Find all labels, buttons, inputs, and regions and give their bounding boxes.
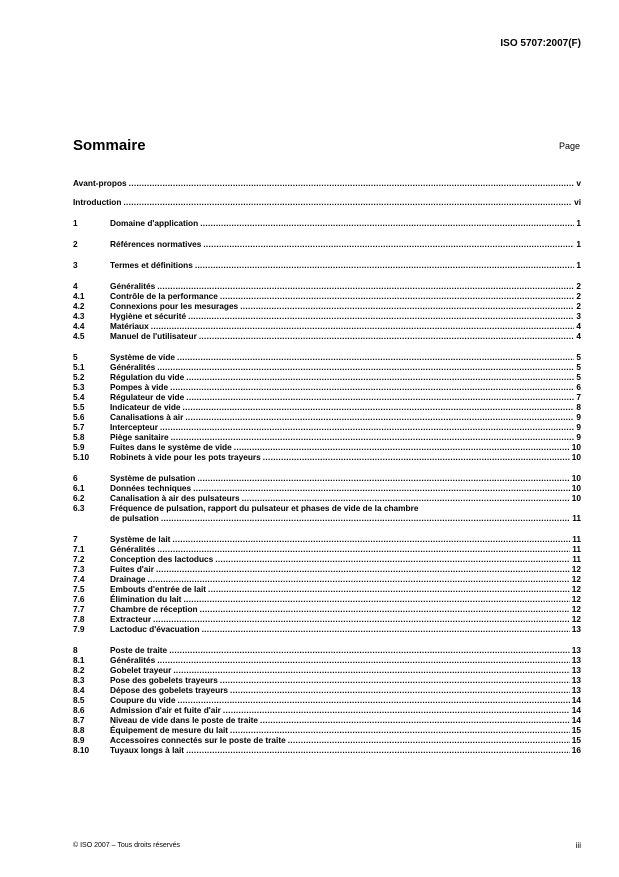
toc-entry-label: Contrôle de la performance [110,290,218,301]
toc-entry-page: 2 [576,290,581,301]
toc-entry-label: Matériaux [110,320,149,331]
table-of-contents [73,178,581,755]
toc-entry-number: 5.2 [73,371,85,382]
toc-entry-number: 4.4 [73,320,85,331]
toc-entry-number: 7 [73,533,78,544]
dot-leader [170,382,574,392]
toc-entry-page: 9 [576,411,581,422]
toc-entry-label: Élimination du lait [110,593,182,604]
toc-entry-label: Indicateur de vide [110,401,181,412]
toc-entry-page: 5 [576,371,581,382]
dot-leader [177,352,574,362]
toc-entry-page: 6 [576,381,581,392]
toc-entry-label: Drainage [110,573,146,584]
toc-entry-label: Conception des lactoducs [110,553,214,564]
toc-entry-page: 12 [571,573,581,584]
dot-leader [153,614,570,624]
toc-entry-page: 11 [572,533,581,544]
toc-entry-page: 3 [576,310,581,321]
toc-entry-label: Niveau de vide dans le poste de traite [110,714,259,725]
toc-entry-page: 10 [571,472,581,483]
toc-entry-label: Système de pulsation [110,472,196,483]
toc-entry[interactable] [73,715,581,725]
toc-entry-label: Robinets à vide pour les pots trayeurs [110,451,261,462]
toc-entry-number: 6.3 [73,502,85,513]
toc-entry[interactable] [73,604,581,614]
toc-entry-number: 7.9 [73,623,85,634]
dot-leader [157,655,570,665]
toc-entry[interactable] [73,584,581,594]
toc-entry-number: 8.10 [73,744,90,755]
toc-entry-label: Lactoduc d'évacuation [110,623,200,634]
toc-entry-number: 5.10 [73,451,90,462]
toc-entry-number: 8.6 [73,704,85,715]
dot-leader [200,218,574,228]
toc-entry-label: Gobelet trayeur [110,664,172,675]
toc-entry-label: Manuel de l'utilisateur [110,330,197,341]
toc-entry-number: 8.4 [73,684,85,695]
toc-entry-label: Équipement de mesure du lait [110,724,229,735]
dot-leader [202,624,570,634]
toc-entry-label: Canalisations à air [110,411,184,422]
toc-entry-page: 11 [572,553,581,564]
toc-entry-page: 10 [571,441,581,452]
toc-entry-page: 13 [571,654,581,665]
toc-entry-number: 4.3 [73,310,85,321]
dot-leader [171,432,575,442]
toc-entry-number: 6 [73,472,78,483]
toc-entry-page: 8 [576,401,581,412]
toc-entry[interactable] [73,239,581,249]
toc-entry-page: 4 [576,330,581,341]
dot-leader [156,564,570,574]
toc-entry-page: 10 [571,451,581,462]
toc-entry[interactable] [73,745,581,755]
toc-entry-number: 4.5 [73,330,85,341]
dot-leader [161,513,570,523]
toc-entry-number: 1 [73,217,78,228]
toc-entry-label: Généralités [110,654,156,665]
toc-entry-page: 9 [576,431,581,442]
dot-leader [169,645,570,655]
toc-entry[interactable] [73,665,581,675]
page-number: iii [575,841,581,850]
toc-entry-label: Fuites d'air [110,563,154,574]
toc-entry-label: Connexions pour les mesurages [110,300,239,311]
toc-entry-number: 8 [73,644,78,655]
dot-leader [288,735,570,745]
toc-entry-page: 15 [571,724,581,735]
toc-entry-page: 1 [576,238,581,249]
dot-leader [151,321,575,331]
toc-entry[interactable] [73,422,581,432]
toc-entry-page: 12 [571,613,581,624]
toc-entry-number: 5.7 [73,421,85,432]
toc-entry-label: Pose des gobelets trayeurs [110,674,218,685]
toc-entry-number: 2 [73,238,78,249]
toc-entry-page: 2 [576,300,581,311]
toc-entry-page: 10 [571,492,581,503]
toc-entry-label: Chambre de réception [110,603,198,614]
toc-entry-number: 8.1 [73,654,85,665]
toc-entry-number: 5.1 [73,361,85,372]
toc-entry[interactable] [73,544,581,554]
toc-entry[interactable] [73,564,581,574]
toc-entry[interactable] [73,412,581,422]
toc-entry[interactable] [73,554,581,564]
toc-entry[interactable] [73,473,581,483]
dot-leader [220,675,570,685]
toc-entry-page: 12 [571,593,581,604]
toc-entry-label: Piège sanitaire [110,431,169,442]
dot-leader [185,412,574,422]
toc-entry[interactable] [73,197,581,207]
toc-entry-number: 8.9 [73,734,85,745]
toc-entry-label: Fuites dans le système de vide [110,441,232,452]
toc-entry-label: Fréquence de pulsation, rapport du pulsateur et phases de vide de la chambre [110,502,419,513]
toc-entry[interactable] [73,301,581,311]
toc-entry-number: 5.8 [73,431,85,442]
dot-leader [123,197,572,207]
toc-entry[interactable] [73,352,581,362]
dot-leader [242,493,570,503]
toc-entry-label: Accessoires connectés sur le poste de traite [110,734,286,745]
toc-entry[interactable] [73,372,581,382]
toc-entry[interactable] [73,483,581,493]
toc-entry-number: 7.6 [73,593,85,604]
toc-entry-page: 5 [576,351,581,362]
page-column-label: Page [558,141,580,151]
toc-entry-number: 7.7 [73,603,85,614]
toc-entry-page: 12 [571,563,581,574]
toc-entry-number: 8.3 [73,674,85,685]
toc-entry-label: Canalisation à air des pulsateurs [110,492,240,503]
dot-leader [240,301,574,311]
toc-entry-number: 5.6 [73,411,85,422]
document-id: ISO 5707:2007(F) [500,38,581,49]
toc-entry[interactable] [73,735,581,745]
toc-entry[interactable] [73,655,581,665]
toc-entry[interactable] [73,281,581,291]
dot-leader [215,554,570,564]
dot-leader [188,311,574,321]
dot-leader [186,392,574,402]
toc-entry-label: Embouts d'entrée de lait [110,583,207,594]
toc-entry-label: Système de lait [110,533,171,544]
toc-entry-page: 11 [572,543,581,554]
toc-entry-number: 4 [73,280,78,291]
toc-entry-label: Données techniques [110,482,192,493]
toc-entry-number: 5.4 [73,391,85,402]
toc-entry-page: 5 [576,361,581,372]
toc-entry-label: Pompes à vide [110,381,169,392]
toc-entry-label: Extracteur [110,613,152,624]
toc-entry-number: 7.1 [73,543,85,554]
toc-entry[interactable] [73,452,581,462]
toc-entry[interactable] [73,574,581,584]
dot-leader [157,362,574,372]
dot-leader [157,544,570,554]
toc-entry[interactable] [73,645,581,655]
toc-entry-label: Tuyaux longs à lait [110,744,185,755]
toc-entry[interactable] [73,331,581,341]
toc-entry-number: 6.1 [73,482,85,493]
toc-entry-label: Introduction [73,196,122,207]
dot-leader [200,604,570,614]
toc-entry-number: 7.4 [73,573,85,584]
toc-entry-label-continued: de pulsation [110,512,159,523]
dot-leader [195,260,575,270]
dot-leader [157,281,574,291]
dot-leader [193,483,570,493]
dot-leader [234,442,570,452]
toc-entry[interactable] [73,695,581,705]
toc-entry-page: 13 [571,664,581,675]
toc-entry-number: 8.5 [73,694,85,705]
toc-entry[interactable] [73,178,581,188]
dot-leader [148,574,570,584]
toc-entry[interactable] [73,402,581,412]
dot-leader [230,725,570,735]
toc-entry-page: 4 [576,320,581,331]
toc-entry-number: 5 [73,351,78,362]
toc-entry-label: Hygiène et sécurité [110,310,187,321]
dot-leader [220,291,574,301]
toc-entry[interactable] [73,685,581,695]
dot-leader [186,745,570,755]
toc-entry-heading [73,503,581,513]
copyright-notice: © ISO 2007 – Tous droits réservés [73,842,180,849]
toc-entry-page: 12 [571,583,581,594]
toc-entry-page: 15 [571,734,581,745]
toc-entry-number: 4.2 [73,300,85,311]
toc-entry[interactable] [73,321,581,331]
toc-entry-page: 13 [571,644,581,655]
dot-leader [230,685,570,695]
toc-entry-number: 5.9 [73,441,85,452]
dot-leader [183,594,569,604]
toc-entry-page: 13 [571,674,581,685]
toc-entry-number: 3 [73,259,78,270]
dot-leader [160,422,574,432]
toc-entry-number: 7.3 [73,563,85,574]
toc-entry-page: 1 [576,259,581,270]
toc-entry-label: Intercepteur [110,421,158,432]
dot-leader [183,402,575,412]
dot-leader [129,178,575,188]
toc-entry-label: Régulation du vide [110,371,185,382]
toc-entry-page: 12 [571,603,581,614]
toc-entry-page: vi [574,196,581,207]
toc-entry-page: 13 [571,684,581,695]
toc-entry-number: 5.3 [73,381,85,392]
toc-entry-page: 14 [571,714,581,725]
dot-leader [223,705,570,715]
dot-leader [172,534,570,544]
toc-entry-page: 7 [576,391,581,402]
dot-leader [260,715,570,725]
toc-entry[interactable] [73,311,581,321]
dot-leader [199,331,575,341]
toc-entry-label: Dépose des gobelets trayeurs [110,684,229,695]
toc-entry[interactable] [73,218,581,228]
toc-entry-page: 9 [576,421,581,432]
toc-entry[interactable] [73,705,581,715]
toc-entry-label: Admission d'air et fuite d'air [110,704,221,715]
toc-entry-label: Coupure du vide [110,694,176,705]
toc-entry-number: 7.8 [73,613,85,624]
dot-leader [263,452,570,462]
toc-entry[interactable] [73,260,581,270]
toc-entry[interactable] [73,614,581,624]
toc-entry-number: 6.2 [73,492,85,503]
toc-entry-page: 13 [571,623,581,634]
toc-entry-label: Références normatives [110,238,202,249]
toc-entry-page: 16 [571,744,581,755]
toc-entry[interactable] [73,432,581,442]
dot-leader [203,239,574,249]
dot-leader [173,665,569,675]
toc-entry[interactable] [73,594,581,604]
toc-entry[interactable] [73,513,581,523]
toc-entry-number: 8.2 [73,664,85,675]
toc-entry-page: 2 [576,280,581,291]
toc-entry-page: 14 [571,694,581,705]
toc-entry-page: 11 [572,512,581,523]
toc-entry-number: 8.8 [73,724,85,735]
toc-entry-page: 1 [576,217,581,228]
toc-entry-number: 7.5 [73,583,85,594]
toc-entry-label: Régulateur de vide [110,391,185,402]
toc-entry[interactable] [73,362,581,372]
toc-entry-number: 4.1 [73,290,85,301]
toc-entry-page: v [576,178,581,188]
dot-leader [208,584,570,594]
toc-entry-label: Généralités [110,361,156,372]
toc-entry-number: 8.7 [73,714,85,725]
toc-entry-label: Généralités [110,543,156,554]
toc-entry-label: Système de vide [110,351,176,362]
page-title: Sommaire [73,137,146,154]
dot-leader [197,473,569,483]
toc-entry-label: Poste de traite [110,644,168,655]
toc-entry-number: 5.5 [73,401,85,412]
toc-entry-number: 7.2 [73,553,85,564]
toc-entry-label: Termes et définitions [110,259,193,270]
toc-entry[interactable] [73,725,581,735]
toc-entry-label: Avant-propos [73,178,127,188]
toc-entry[interactable] [73,493,581,503]
dot-leader [186,372,574,382]
toc-entry[interactable] [73,675,581,685]
toc-entry[interactable] [73,442,581,452]
toc-entry[interactable] [73,392,581,402]
toc-entry[interactable] [73,534,581,544]
toc-entry-page: 14 [571,704,581,715]
toc-entry[interactable] [73,624,581,634]
toc-entry[interactable] [73,382,581,392]
toc-entry-label: Domaine d'application [110,217,199,228]
toc-entry-label: Généralités [110,280,156,291]
toc-entry-page: 10 [571,482,581,493]
dot-leader [177,695,569,705]
toc-entry[interactable] [73,291,581,301]
